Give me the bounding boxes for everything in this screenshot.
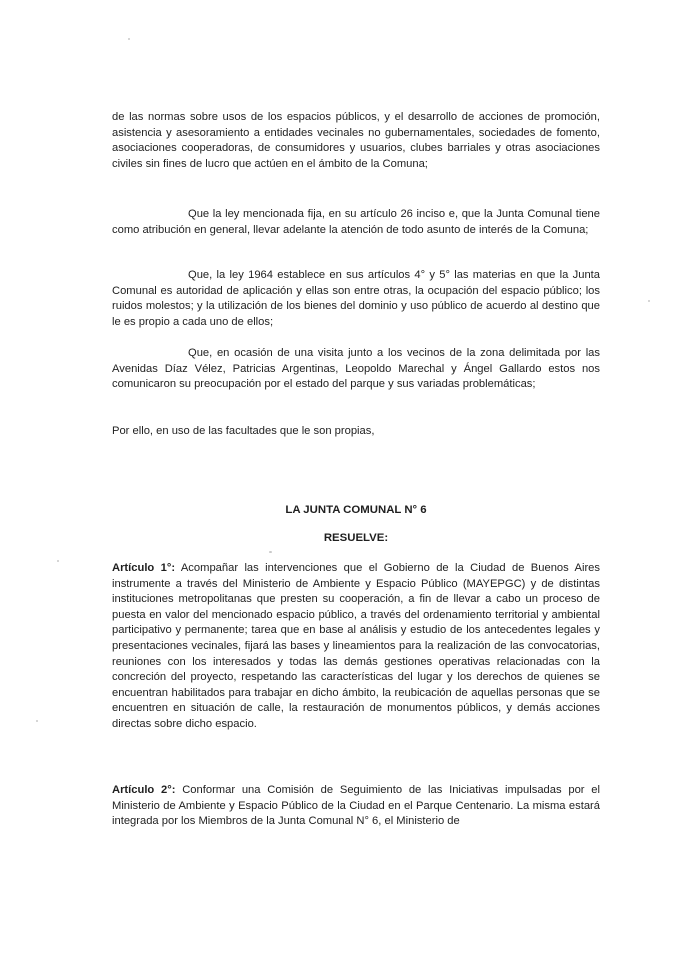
paragraph-visita-vecinos: Que, en ocasión de una visita junto a los vecinos de la zona delimitada por las Avenidas Díaz Vélez, Patricias Argentinas, Leopoldo Marechal y Ángel Gallardo estos nos comunicaron su preocupación por el estado del parque y sus variadas problemáticas; <box>112 347 600 391</box>
paragraph-ley-articulo-26: Que la ley mencionada fija, en su artículo 26 inciso e, que la Junta Comunal tiene como atribución en general, llevar adelante la atención de todo asunto de interés de la Comuna; <box>112 208 600 236</box>
paragraph-por-ello: Por ello, en uso de las facultades que le son propias, <box>112 425 375 437</box>
article-1 <box>112 561 600 733</box>
article-1-title: Artículo 1°: <box>112 562 176 574</box>
paragraph-ley-1964: Que, la ley 1964 establece en sus artículos 4° y 5° las materias en que la Junta Comunal es autoridad de aplicación y ellas son entre otras, la ocupación del espacio público; los ruidos molestos; y la utilización de los bienes del dominio y uso público de acuerdo al destino que le es propio a cada uno de ellos; <box>112 269 600 328</box>
scan-speck <box>36 720 38 722</box>
scan-speck <box>648 300 650 302</box>
heading-junta-comunal: LA JUNTA COMUNAL N° 6 <box>285 504 427 516</box>
scan-speck <box>128 38 130 40</box>
article-2 <box>112 783 600 830</box>
scan-speck <box>57 560 59 562</box>
article-2-body: Conformar una Comisión de Seguimiento de las Iniciativas impulsadas por el Ministerio de Ambiente y Espacio Público de la Ciudad en el Parque Centenario. La misma estará integrada por los Miembros de la Junta Comunal N° 6, el Ministerio de <box>112 784 600 828</box>
scan-speck <box>269 551 272 553</box>
article-1-body: Acompañar las intervenciones que el Gobierno de la Ciudad de Buenos Aires instrumente a través del Ministerio de Ambiente y Espacio Público (MAYEPGC) y de distintas instituciones metropolitanas que presten su cooperación, a fin de llevar a cabo un proceso de puesta en valor del mencionado espacio público, a través del ordenamiento territorial y ambiental participativo y permanente; tarea que en base al análisis y estudio de los antecedentes legales y presentaciones vecinales, fijará las bases y lineamientos para la realización de las convocatorias, reuniones con los interesados y todas las demás gestiones operativas relacionadas con la concreción del proyecto, respetando las características del lugar y los derechos de quienes se encuentran habilitados para trabajar en dicho ámbito, la reubicación de aquellas personas que se encuentren en situación de calle, la restauración de monumentos públicos, y demás acciones directas sobre dicho espacio. <box>112 562 601 730</box>
article-2-title: Artículo 2°: <box>112 784 176 796</box>
paragraph-continuation: de las normas sobre usos de los espacios públicos, y el desarrollo de acciones de promoción, asistencia y asesoramiento a entidades vecinales no gubernamentales, sociedades de fomento, asociaciones cooperadoras, de consumidores y usuarios, clubes barriales y otras asociaciones civiles sin fines de lucro que actúen en el ámbito de la Comuna; <box>112 111 600 170</box>
heading-resuelve: RESUELVE: <box>323 532 389 544</box>
